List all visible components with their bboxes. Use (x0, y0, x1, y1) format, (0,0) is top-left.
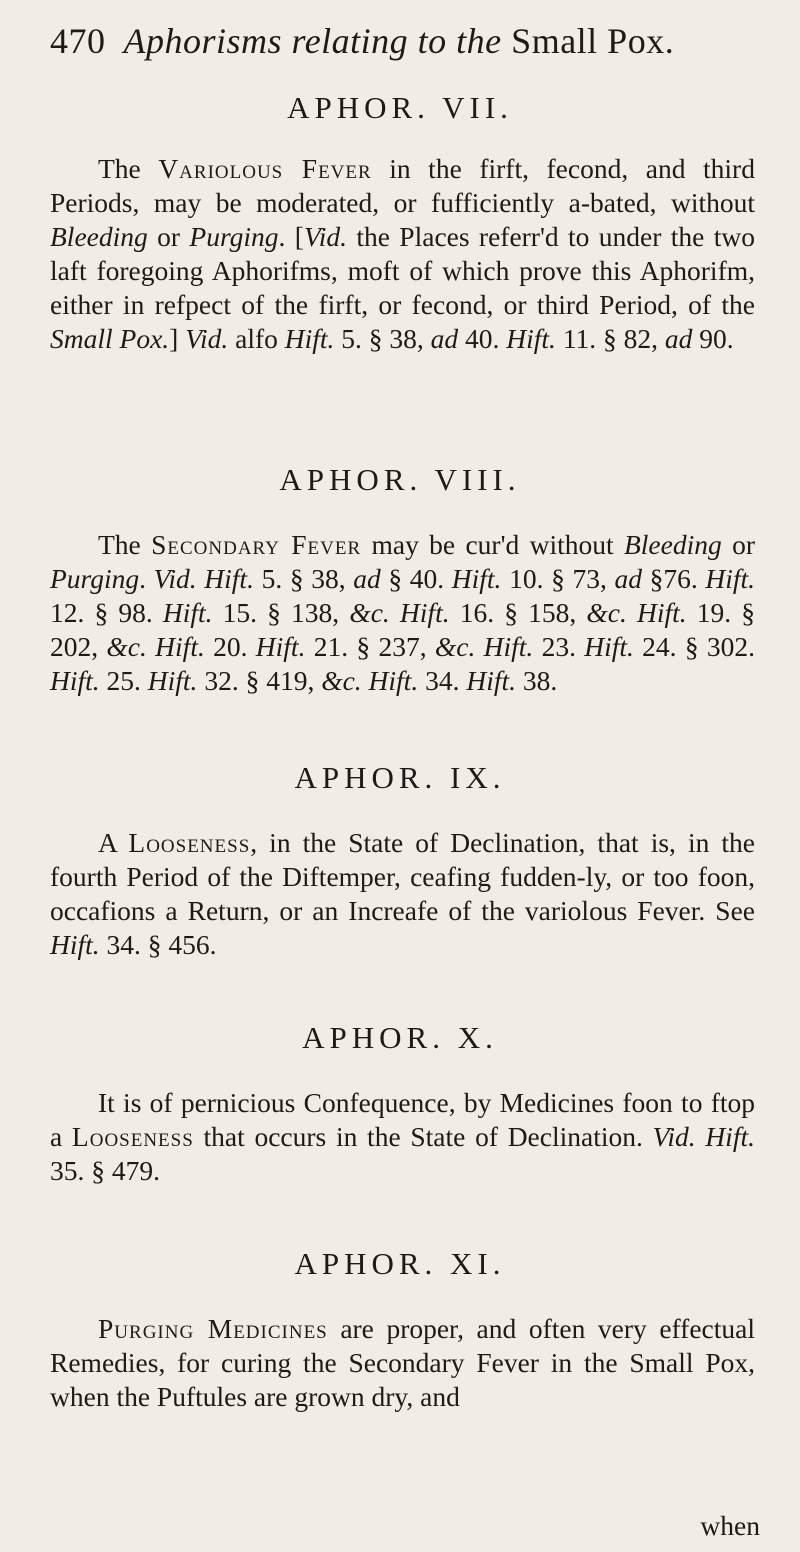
text-run: alfo (228, 323, 285, 354)
text-run: in the firft, fecond, and third Periods, may be moderated, or fufficiently a-bated, without (50, 153, 755, 218)
aphorism-heading-vii: APHOR. VII. (287, 90, 513, 125)
text-run: Hift. (466, 665, 516, 696)
text-run: Secondary Fever (151, 529, 362, 560)
text-run: , in the State of Declination, that is, in the fourth Period of the Diftemper, ceafing fudden-ly, or too foon, occafions a Return, or an Increafe of the variolous Fever. See (50, 827, 755, 926)
aphorism-heading-viii: APHOR. VIII. (279, 462, 521, 497)
text-run: 11. § 82, (555, 323, 665, 354)
aphorism-body-viii (50, 528, 755, 698)
text-run: 34. (418, 665, 467, 696)
text-run: § 40. (380, 563, 452, 594)
text-run: may be cur'd without (361, 529, 624, 560)
text-run: Variolous Fever (158, 153, 372, 184)
aphorism-heading-x: APHOR. X. (302, 1020, 498, 1055)
text-run: 19. § 202, (50, 597, 756, 662)
aphorism-body-x (50, 1086, 755, 1188)
text-run: 10. § 73, (501, 563, 615, 594)
text-run: 32. § 419, (197, 665, 322, 696)
text-run: Hift. (284, 323, 335, 354)
text-run: 5. § 38, (253, 563, 354, 594)
text-run: 12. § 98. (50, 597, 163, 628)
text-run: ] (169, 323, 186, 354)
text-run: Hift. (162, 597, 213, 628)
text-run: . [ (278, 221, 304, 252)
text-run: Purging (50, 563, 140, 594)
text-run: &c. Hift. (106, 631, 205, 662)
text-run: ad (614, 563, 642, 594)
text-run: The (98, 529, 152, 560)
text-run: 40. (458, 323, 507, 354)
text-run: the Places referr'd to under the two laft foregoing Aphorifms, moft of which prove this Aphorifm, either in refpect of the firft, or fecond, or third Period, of the (50, 221, 755, 320)
text-run: The (98, 153, 159, 184)
text-run: Hift. (50, 929, 100, 960)
text-run: ad (353, 563, 381, 594)
text-run: 25. (99, 665, 148, 696)
text-run: 5. § 38, (334, 323, 431, 354)
text-run: . (139, 563, 154, 594)
text-run: Hift. (50, 665, 100, 696)
text-run: ad (430, 323, 459, 354)
text-run: 34. § 456. (99, 929, 217, 960)
text-run: ad (664, 323, 693, 354)
text-run: 35. § 479. (50, 1155, 160, 1186)
page-number: 470 (50, 21, 106, 61)
aphorism-heading-ix: APHOR. IX. (294, 760, 506, 795)
running-head (50, 20, 674, 62)
text-run: 90. (692, 323, 734, 354)
text-run: Purging (189, 221, 279, 252)
text-run: Vid. (303, 221, 347, 252)
text-run: Vid. (185, 323, 229, 354)
text-run: that occurs in the State of Declination. (193, 1121, 653, 1152)
aphorism-body-vii (50, 152, 755, 356)
text-run: or (721, 529, 755, 560)
text-run: Hift. (255, 631, 306, 662)
text-run: &c. Hift. (321, 665, 419, 696)
text-run: are proper, and often very effectual Remedies, for curing the Secondary Fever in the Small Pox, when the Puftules are grown dry, and (50, 1313, 755, 1412)
text-run: &c. Hift. (434, 631, 534, 662)
text-run: Looseness (71, 1121, 194, 1152)
text-run: Hift. (147, 665, 198, 696)
text-run: Bleeding (623, 529, 722, 560)
running-title-rest: Small Pox. (511, 21, 675, 61)
text-run: 16. § 158, (449, 597, 587, 628)
text-run: Bleeding (50, 221, 148, 252)
text-run: 20. (204, 631, 256, 662)
text-run: Hift. (584, 631, 634, 662)
text-run: 24. § 302. (633, 631, 756, 662)
text-run: Hift. (705, 563, 756, 594)
text-run: Small Pox. (50, 323, 170, 354)
text-run: Vid. Hift. (652, 1121, 755, 1152)
text-run: §76. (641, 563, 706, 594)
text-run: &c. Hift. (349, 597, 450, 628)
aphorism-body-ix (50, 826, 755, 962)
text-run: &c. Hift. (586, 597, 687, 628)
text-run: It is of pernicious Confequence, by Medicines foon to ftop a (50, 1087, 755, 1152)
aphorism-heading-xi: APHOR. XI. (294, 1246, 506, 1281)
text-run: 15. § 138, (212, 597, 350, 628)
text-run: Purging Medicines (98, 1313, 328, 1344)
text-run: Hift. (451, 563, 502, 594)
text-run: A (98, 827, 129, 858)
catchword: when (700, 1510, 760, 1541)
running-title: Aphorisms relating to the (123, 21, 502, 61)
text-run: Vid. Hift. (153, 563, 254, 594)
aphorism-body-xi (50, 1312, 755, 1414)
text-run: Hift. (506, 323, 556, 354)
text-run: 21. § 237, (305, 631, 435, 662)
text-run: Looseness (128, 827, 251, 858)
text-run: 23. (533, 631, 585, 662)
text-run: or (147, 221, 190, 252)
text-run: 38. (515, 665, 558, 696)
